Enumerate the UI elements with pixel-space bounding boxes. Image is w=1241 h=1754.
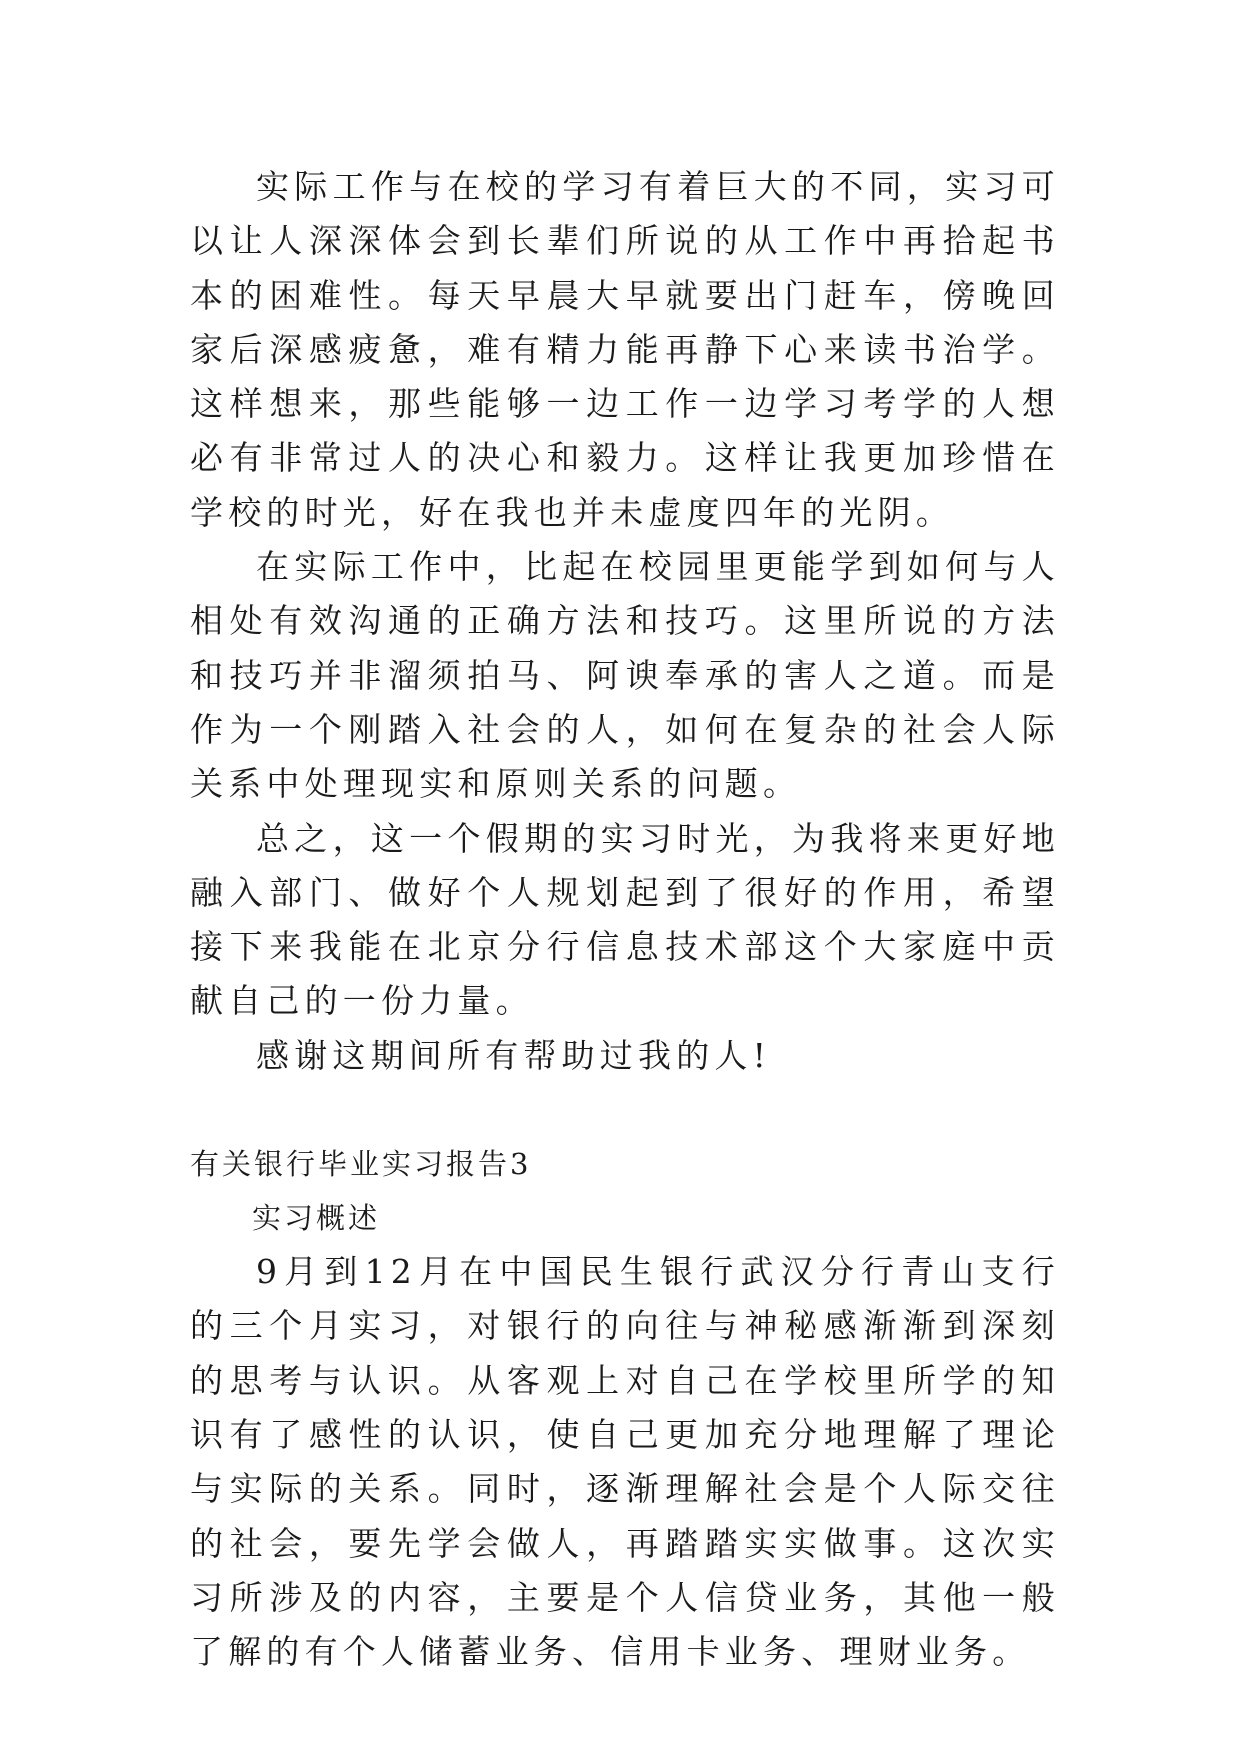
body-paragraph: 实际工作与在校的学习有着巨大的不同，实习可以让人深深体会到长辈们所说的从工作中再拾起书本的困难性。每天早晨大早就要出门赶车，傍晚回家后深感疲惫，难有精力能再静下心来读书治学。这样想来，那些能够一边工作一边学习考学的人想必有非常过人的决心和毅力。这样让我更加珍惜在学校的时光，好在我也并未虚度四年的光阴。 <box>190 167 1060 532</box>
body-paragraph: 在实际工作中，比起在校园里更能学到如何与人相处有效沟通的正确方法和技巧。这里所说的方法和技巧并非溜须拍马、阿谀奉承的害人之道。而是作为一个刚踏入社会的人，如何在复杂的社会人际关系中处理现实和原则关系的问题。 <box>190 547 1060 804</box>
document-body <box>190 160 1060 1679</box>
body-paragraph: 9月到12月在中国民生银行武汉分行青山支行的三个月实习，对银行的向往与神秘感渐渐到深刻的思考与认识。从客观上对自己在学校里所学的知识有了感性的认识，使自己更加充分地理解了理论与实际的关系。同时，逐渐理解社会是个人际交往的社会，要先学会做人，再踏踏实实做事。这次实习所涉及的内容，主要是个人信贷业务，其他一般了解的有个人储蓄业务、信用卡业务、理财业务。 <box>190 1252 1060 1672</box>
subsection-title: 实习概述 <box>252 1201 381 1236</box>
thanks-line: 感谢这期间所有帮助过我的人! <box>256 1035 772 1075</box>
section-title: 有关银行毕业实习报告3 <box>190 1147 532 1182</box>
body-paragraph: 总之，这一个假期的实习时光，为我将来更好地融入部门、做好个人规划起到了很好的作用，希望接下来我能在北京分行信息技术部这个大家庭中贡献自己的一份力量。 <box>190 818 1060 1021</box>
